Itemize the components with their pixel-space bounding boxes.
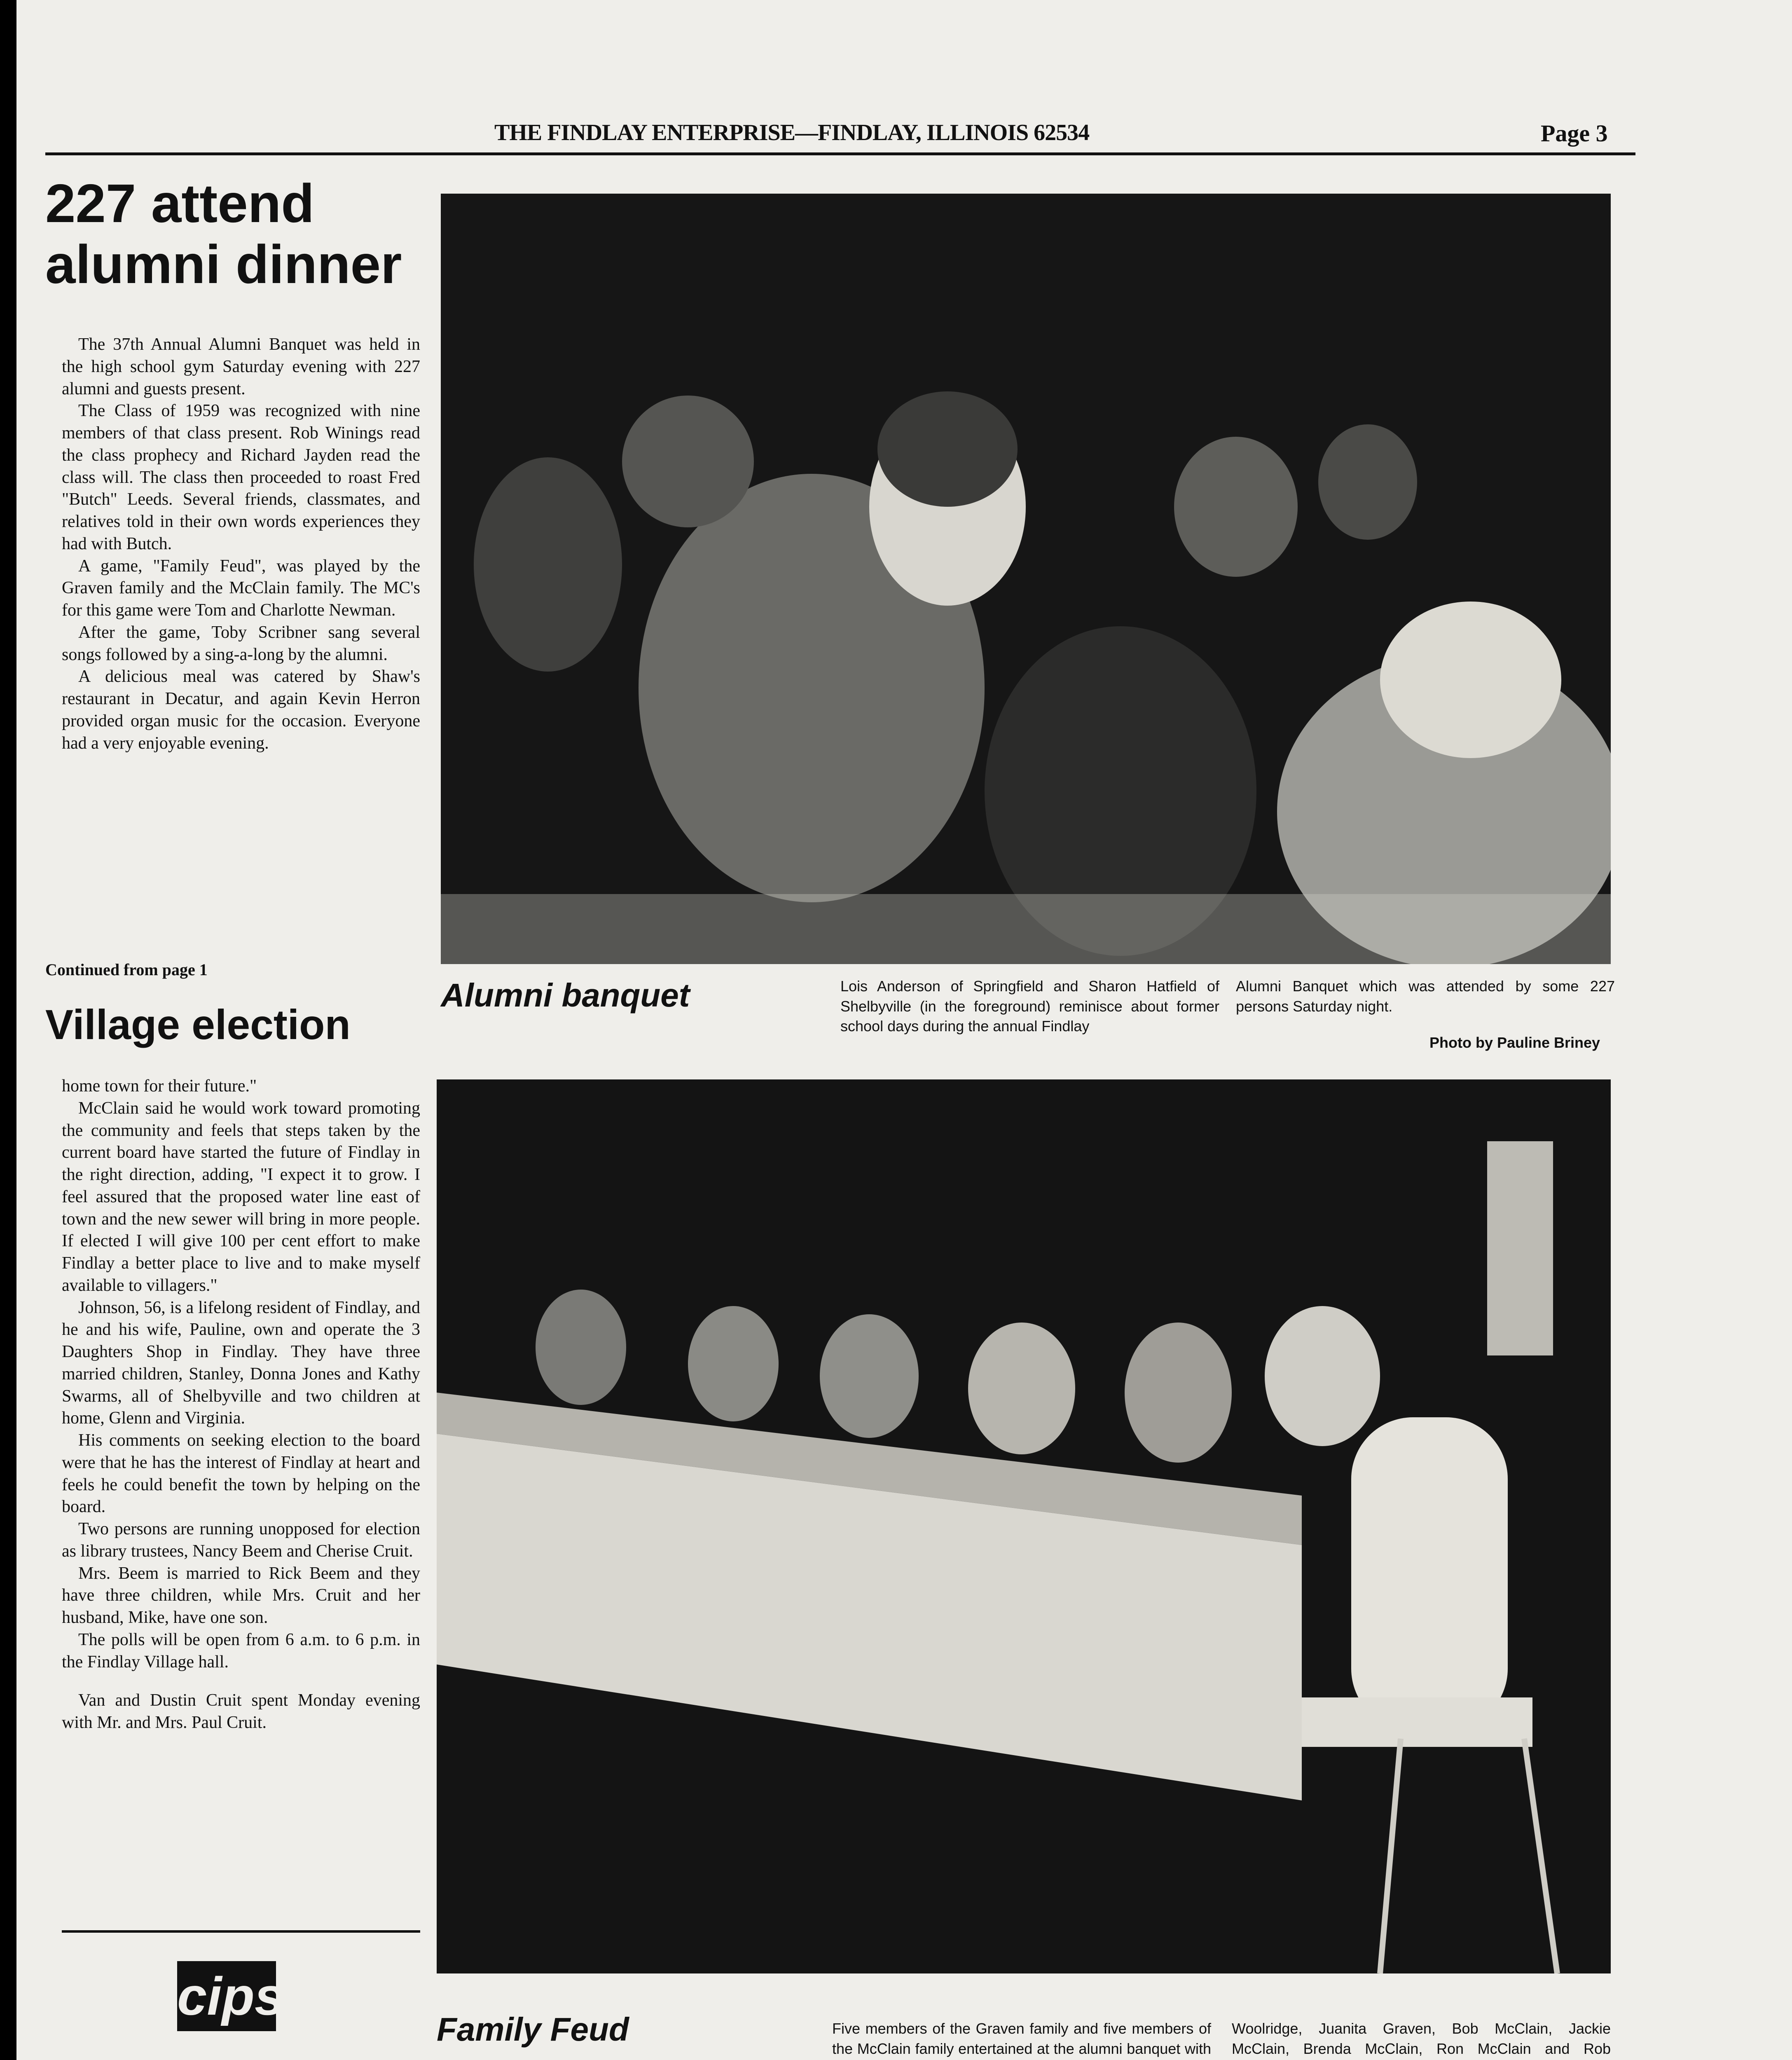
- alumni-photo-credit: Photo by Pauline Briney: [1429, 1034, 1600, 1051]
- village-paragraph: The polls will be open from 6 a.m. to 6 p.m. in the Findlay Village hall.: [62, 1630, 420, 1671]
- page-number: Page 3: [1541, 120, 1608, 147]
- cips-logo: cips: [177, 1961, 276, 2031]
- masthead-title: THE FINDLAY ENTERPRISE—FINDLAY, ILLINOIS 62534: [494, 120, 1090, 145]
- village-paragraph: Two persons are running unopposed for election as library trustees, Nancy Beem and Cherise Cruit.: [62, 1519, 420, 1561]
- village-kicker: Continued from page 1: [45, 960, 208, 979]
- alumni-banquet-photo: [441, 194, 1611, 964]
- alumni-paragraph: The 37th Annual Alumni Banquet was held in the high school gym Saturday evening with 227 alumni and guests present.: [62, 335, 420, 398]
- village-paragraph: Mrs. Beem is married to Rick Beem and they have three children, while Mrs. Cruit and her husband, Mike, have one son.: [62, 1564, 420, 1627]
- village-paragraph: His comments on seeking election to the board were that he has the interest of Findlay at heart and feels he could benefit the town by helping on the board.: [62, 1431, 420, 1517]
- alumni-paragraph: A game, "Family Feud", was played by the Graven family and the McClain family. The MC's for this game were Tom and Charlotte Newman.: [62, 556, 420, 620]
- scan-edge: [0, 0, 16, 2060]
- alumni-headline: [45, 173, 441, 295]
- alumni-paragraph: The Class of 1959 was recognized with nine members of that class present. Rob Winings read the class prophecy and Richard Jayden read the class will. The class then proceeded to roast Fred "Butch" Leeds. Several friends, classmates, and relatives told in their own words experiences they had with Butch.: [62, 401, 420, 553]
- alumni-headline-line1: 227 attend: [45, 173, 314, 234]
- village-paragraph: home town for their future.": [62, 1077, 257, 1096]
- village-body: [62, 1075, 420, 1734]
- alumni-photo-title: Alumni banquet: [441, 977, 690, 1014]
- family-feud-caption-a: Five members of the Graven family and five members of the McClain family entertained at the alumni banquet with: [832, 2020, 1211, 2057]
- alumni-photo-caption-b: Alumni Banquet which was attended by some 227 persons Saturday night.: [1236, 978, 1615, 1015]
- village-paragraph: McClain said he would work toward promoting the community and feels that steps taken by the current board have started the future of Findlay in the right direction, adding, "I expect it to grow. I feel assured that the proposed water line east of town and the new sewer will bring in more people. If elected I will give 100 per cent effort to make Findlay a better place to live and to make myself available to villagers.": [62, 1098, 420, 1295]
- alumni-body: [62, 334, 420, 754]
- alumni-photo-caption-a: Lois Anderson of Springfield and Sharon Hatfield of Shelbyville (in the foreground) reminisce about former school days during the annual Findlay: [840, 978, 1219, 1035]
- banquet-photo-image: [441, 194, 1611, 964]
- alumni-paragraph: A delicious meal was catered by Shaw's restaurant in Decatur, and again Kevin Herron provided organ music for the occasion. Everyone had a very enjoyable evening.: [62, 667, 420, 753]
- village-brief: Van and Dustin Cruit spent Monday evening with Mr. and Mrs. Paul Cruit.: [62, 1691, 420, 1732]
- alumni-headline-line2: alumni dinner: [45, 234, 402, 295]
- family-feud-photo: [437, 1079, 1611, 1973]
- village-paragraph: Johnson, 56, is a lifelong resident of Findlay, and he and his wife, Pauline, own and operate the 3 Daughters Shop in Findlay. They have three married children, Stanley, Donna Jones and Kathy Swarms, all of Shelbyville and two children at home, Glenn and Virginia.: [62, 1298, 420, 1428]
- family-feud-caption-b: Woolridge, Juanita Graven, Bob McClain, Jackie McClain, Brenda McClain, Ron McClain and Rob: [1232, 2020, 1611, 2057]
- masthead-rule: [45, 152, 1635, 155]
- family-feud-photo-title: Family Feud: [437, 2011, 629, 2048]
- alumni-paragraph: After the game, Toby Scribner sang several songs followed by a sing-a-long by the alumni.: [62, 623, 420, 664]
- village-headline: Village election: [45, 1001, 351, 1048]
- family-feud-photo-image: [437, 1079, 1611, 1973]
- column-rule: [62, 1930, 420, 1933]
